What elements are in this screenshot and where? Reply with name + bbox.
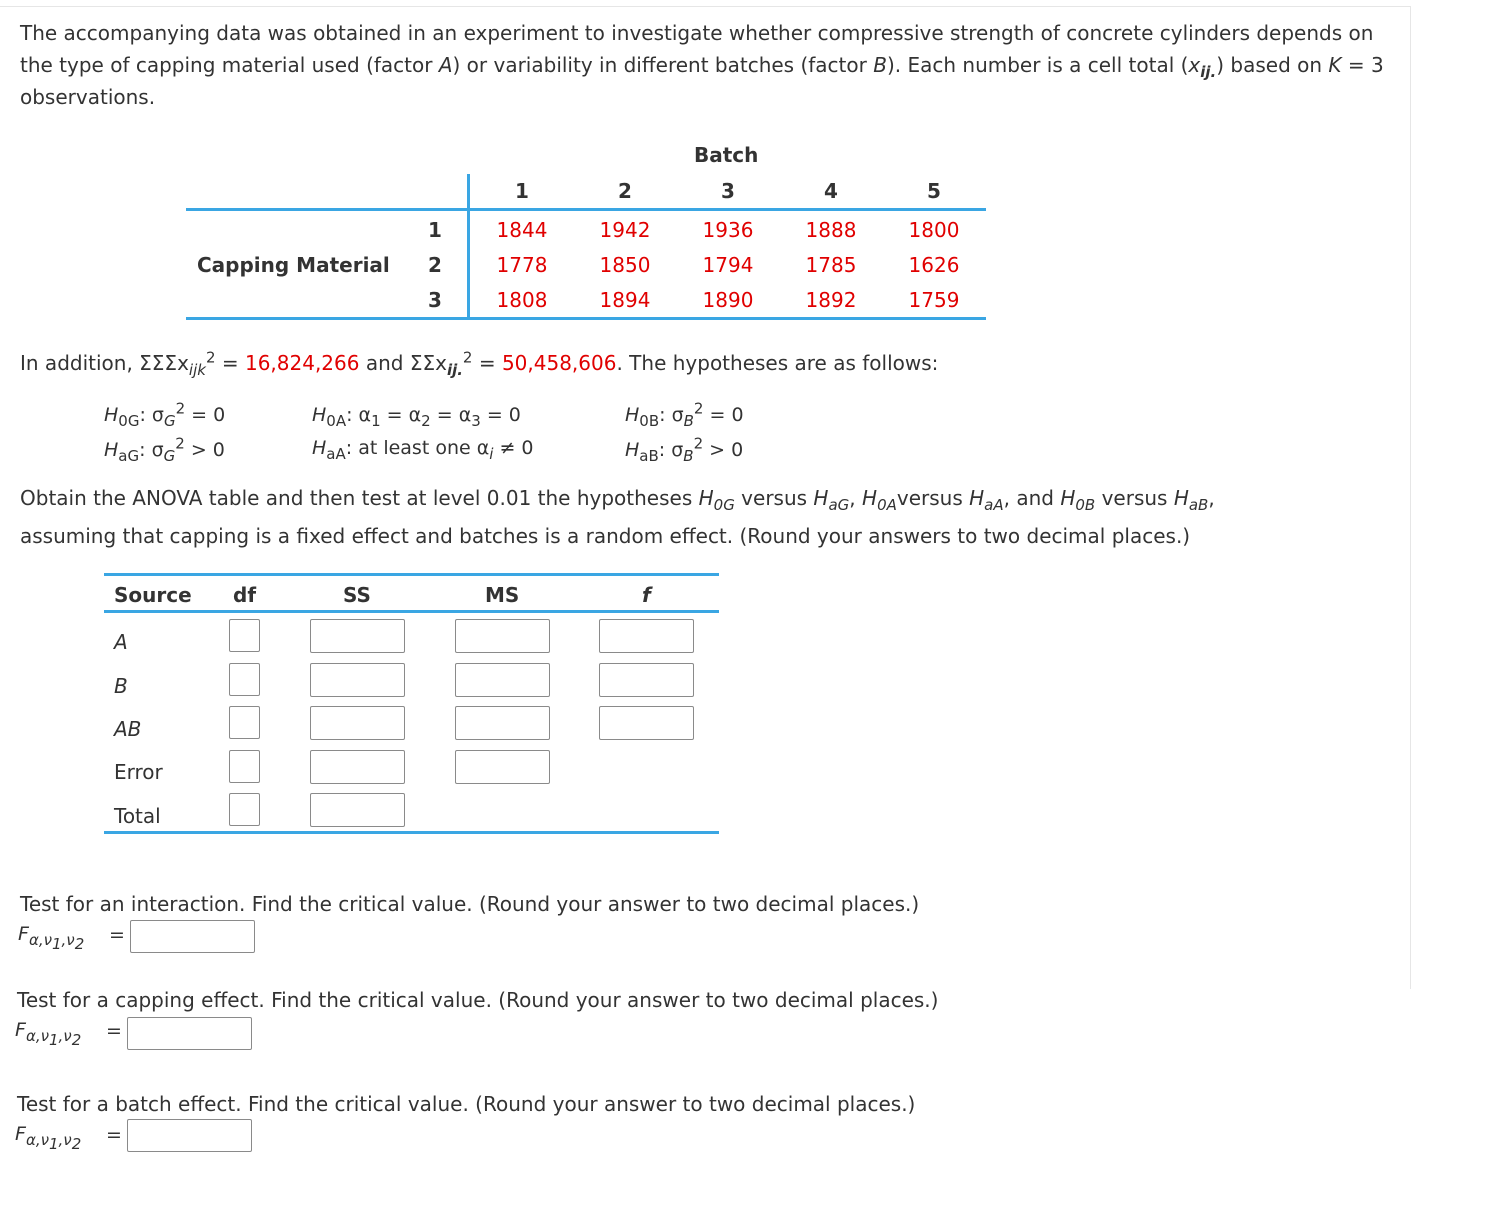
ms-input-a[interactable]	[455, 619, 550, 653]
ms-input-b[interactable]	[455, 663, 550, 697]
table-cell: 1800	[908, 218, 960, 242]
hypothesis-hag: $H_{aG}$: $\sigma_G^2 > 0$	[104, 434, 225, 465]
anova-header-ms: MS	[485, 583, 520, 607]
batch-label: 5	[927, 179, 941, 203]
anova-header-rule	[104, 610, 719, 613]
ss-input-b[interactable]	[310, 663, 405, 697]
anova-header-ss: SS	[343, 583, 371, 607]
f-input-b[interactable]	[599, 663, 694, 697]
batch-label: 1	[515, 179, 529, 203]
ss-input-a[interactable]	[310, 619, 405, 653]
table-header-rule	[186, 208, 986, 211]
table-bottom-rule	[186, 317, 986, 320]
f-critical-symbol: $F_{\alpha,\nu_1,\nu_2}$	[18, 923, 85, 953]
anova-bottom-rule	[104, 831, 719, 834]
interaction-critical-input[interactable]	[130, 920, 255, 953]
row-label: 2	[428, 253, 442, 277]
hypothesis-haa: $H_{aA}$: at least one $\alpha_i \ne 0$	[312, 437, 534, 463]
equals-sign: =	[106, 1020, 122, 1042]
anova-header-source: Source	[114, 583, 192, 607]
f-critical-symbol: $F_{\alpha,\nu_1,\nu_2}$	[15, 1123, 82, 1153]
table-cell: 1794	[702, 253, 754, 277]
instructions-line-2: assuming that capping is a fixed effect and batches is a random effect. (Round your answers to two decimal places.)	[20, 524, 1191, 548]
df-input-a[interactable]	[229, 619, 260, 652]
batch-label: 2	[618, 179, 632, 203]
table-cell: 1942	[599, 218, 651, 242]
anova-top-rule	[104, 573, 719, 576]
batch-label: 4	[824, 179, 838, 203]
anova-header-df: df	[233, 583, 257, 607]
anova-header-f: f	[642, 583, 651, 607]
ss-input-ab[interactable]	[310, 706, 405, 740]
instructions-line-1: Obtain the ANOVA table and then test at level 0.01 the hypotheses $H_{0G}$ versus $H_{aG}$, $H_{0A}versus$ $H_{aA}$, and $H_{0B}$ versus $H_{aB}$,	[20, 486, 1215, 514]
f-critical-symbol: $F_{\alpha,\nu_1,\nu_2}$	[15, 1019, 82, 1049]
df-input-ab[interactable]	[229, 706, 260, 739]
equals-sign: =	[106, 1124, 122, 1146]
hypothesis-hab: $H_{aB}$: $\sigma_B^2 > 0$	[625, 434, 744, 465]
table-cell: 1890	[702, 288, 754, 312]
hypothesis-h0b: $H_{0B}$: $\sigma_B^2 = 0$	[625, 399, 744, 430]
batch-critical-input[interactable]	[127, 1119, 252, 1152]
table-vertical-divider	[467, 174, 470, 320]
table-cell: 1894	[599, 288, 651, 312]
capping-critical-input[interactable]	[127, 1017, 252, 1050]
anova-source-a: A	[114, 630, 128, 654]
table-cell: 1850	[599, 253, 651, 277]
table-cell: 1888	[805, 218, 857, 242]
batch-title: Batch	[694, 143, 759, 167]
ss-input-error[interactable]	[310, 750, 405, 784]
table-cell: 1936	[702, 218, 754, 242]
df-input-b[interactable]	[229, 663, 260, 696]
f-input-ab[interactable]	[599, 706, 694, 740]
hypothesis-h0a: $H_{0A}$: $\alpha_1 = \alpha_2 = \alpha_3 = 0$	[312, 404, 521, 430]
ms-input-ab[interactable]	[455, 706, 550, 740]
ms-input-error[interactable]	[455, 750, 550, 784]
table-cell: 1759	[908, 288, 960, 312]
df-input-total[interactable]	[229, 793, 260, 826]
equals-sign: =	[109, 924, 125, 946]
anova-source-total: Total	[114, 804, 161, 828]
interaction-prompt: Test for an interaction. Find the critical value. (Round your answer to two decimal places.)	[20, 892, 920, 916]
table-cell: 1808	[496, 288, 548, 312]
table-cell: 1892	[805, 288, 857, 312]
row-title: Capping Material	[197, 253, 390, 277]
capping-prompt: Test for a capping effect. Find the critical value. (Round your answer to two decimal places.)	[17, 988, 939, 1012]
df-input-error[interactable]	[229, 750, 260, 783]
sums-statement: In addition, ΣΣΣx$_{ijk}^2$ = 16,824,266 and ΣΣx$_{ij.}^2$ = 50,458,606. The hypotheses are as follows:	[20, 348, 939, 379]
anova-source-ab: AB	[114, 717, 142, 741]
table-cell: 1844	[496, 218, 548, 242]
anova-source-error: Error	[114, 760, 163, 784]
row-label: 1	[428, 218, 442, 242]
row-label: 3	[428, 288, 442, 312]
batch-label: 3	[721, 179, 735, 203]
anova-source-b: B	[114, 674, 128, 698]
f-input-a[interactable]	[599, 619, 694, 653]
intro-paragraph: The accompanying data was obtained in an experiment to investigate whether compressive strength of concrete cylinders depends on the type of capping material used (factor A) or variability in different batches (factor B). Each number is a cell total $(x_{ij.})$ based on K = 3 observations.	[20, 21, 1384, 109]
hypothesis-h0g: $H_{0G}$: $\sigma_G^2 = 0$	[104, 399, 226, 430]
ss-input-total[interactable]	[310, 793, 405, 827]
table-cell: 1778	[496, 253, 548, 277]
table-cell: 1785	[805, 253, 857, 277]
table-cell: 1626	[908, 253, 960, 277]
batch-prompt: Test for a batch effect. Find the critical value. (Round your answer to two decimal places.)	[17, 1092, 916, 1116]
